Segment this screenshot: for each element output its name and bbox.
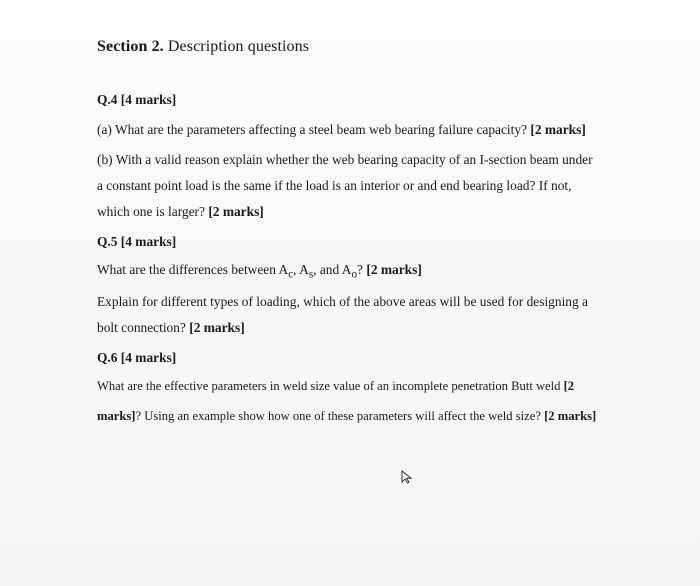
q6-line1-text: What are the effective parameters in weld size value of an incomplete penetration Butt weld [97,379,561,393]
q4-b-line2: a constant point load is the same if the load is an interior or and end bearing load? If not, [97,178,572,193]
q4-b-line1: (b) With a valid reason explain whether the web bearing capacity of an I-section beam under [97,152,593,167]
q4-b-marks: [2 marks] [208,204,264,219]
q5-sep1: , A [293,262,309,277]
q5-line1 [97,262,422,281]
q6-line2-text: ? Using an example show how one of these parameters will affect the weld size? [135,409,541,423]
q5-line3-marks: [2 marks] [189,320,245,335]
q6-heading: Q.6 [4 marks] [97,350,177,365]
q5-line3-text: bolt connection? [97,320,186,335]
q4-a-marks: [2 marks] [530,122,586,137]
q5-sub-c: c [288,268,294,281]
section-label: Section 2. [97,38,164,55]
q5-sub-o: o [351,268,358,281]
q4-heading: Q.4 [4 marks] [97,92,177,107]
q5-line1-prefix: What are the differences between A [97,262,289,277]
q4-b-line3 [97,204,264,220]
q6-line1 [97,379,574,394]
section-heading [97,38,309,56]
q6-line2-marks: marks] [97,409,136,423]
q5-line3 [97,320,245,336]
q5-line2: Explain for different types of loading, which of the above areas will be used for designing a [97,294,588,309]
q6-line1-marks: [2 [563,379,575,393]
q5-sub-s: s [308,268,314,281]
section-title: Description questions [167,38,310,55]
q6-line2 [97,409,596,424]
q4-b-line3-text: which one is larger? [97,204,205,219]
q5-line1-marks: [2 marks] [366,262,422,277]
mouse-cursor-icon [401,470,413,484]
q5-heading: Q.5 [4 marks] [97,234,177,249]
q4-a-text: (a) What are the parameters affecting a steel beam web bearing failure capacity? [97,122,527,137]
q5-line1-q: ? [357,262,363,277]
q6-line2-marks-end: [2 marks] [544,409,597,423]
q4-part-a [97,122,586,138]
q5-sep2: , and A [313,262,352,277]
